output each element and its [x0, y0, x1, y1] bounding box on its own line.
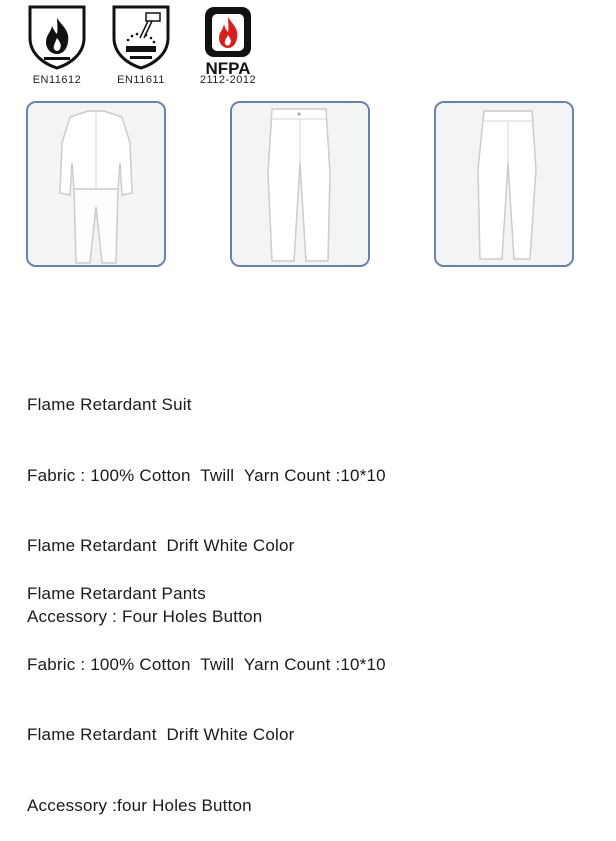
cert-en11612 [12, 4, 102, 86]
nfpa-logo-text: NFPA [205, 59, 251, 76]
cert-label: 2112-2012 [199, 74, 257, 86]
welding-shield-icon [110, 4, 172, 70]
cert-nfpa [183, 4, 273, 86]
cert-en11611 [96, 4, 186, 86]
suit-illustration [28, 103, 164, 265]
accessory-line: Accessory : Four Holes Button [27, 606, 263, 626]
pants-back-illustration [436, 103, 572, 265]
pants-front-photo [230, 101, 370, 267]
accessory-line: Accessory :four Holes Button [27, 795, 252, 815]
suit-front-photo [26, 101, 166, 267]
product-title: Flame Retardant Suit [27, 395, 192, 414]
feature-line: Flame Retardant Drift White Color [27, 536, 295, 555]
product-title: Flame Retardant Pants [27, 584, 207, 603]
pants-front-illustration [232, 103, 368, 265]
flame-shield-icon [26, 4, 88, 70]
nfpa-flame-logo [193, 4, 263, 76]
pants-back-photo [434, 101, 574, 267]
feature-line: Flame Retardant Drift White Color [27, 725, 295, 744]
cert-label: EN11612 [32, 74, 82, 86]
pants-spec-block [27, 535, 386, 841]
cert-label: EN11611 [117, 74, 165, 86]
fabric-line: Fabric : 100% Cotton Twill Yarn Count :10*10 [27, 465, 386, 485]
fabric-line: Fabric : 100% Cotton Twill Yarn Count :10*10 [27, 654, 386, 674]
